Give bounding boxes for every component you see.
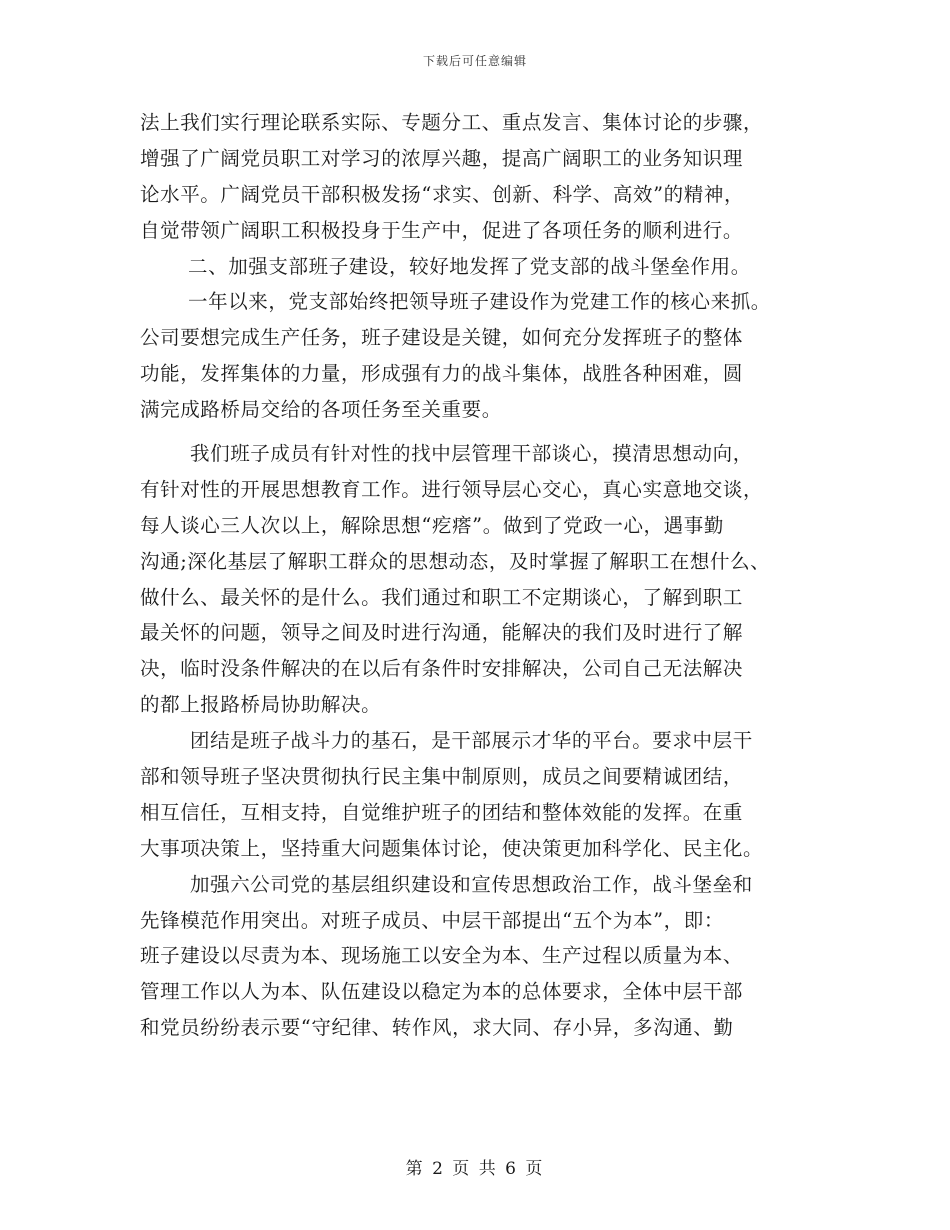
document-body [140,105,812,1046]
text-line: 相互信任，互相支持，自觉维护班子的团结和整体效能的发挥。在重 [140,800,744,824]
text-line: 最关怀的问题，领导之间及时进行沟通，能解决的我们及时进行了解 [140,621,744,645]
section-heading: 二、加强支部班子建设，较好地发挥了党支部的战斗堡垒作用。 [188,254,751,278]
text-line: 管理工作以人为本、队伍建设以稳定为本的总体要求，全体中层干部 [140,980,744,1004]
text-line: 自觉带领广阔职工积极投身于生产中，促进了各项任务的顺利进行。 [140,218,744,242]
text-line: 我们班子成员有针对性的找中层管理干部谈心，摸清思想动向， [190,442,753,466]
text-line: 团结是班子战斗力的基石，是干部展示才华的平台。要求中层干 [190,729,753,753]
text-line: 的都上报路桥局协助解决。 [140,693,382,717]
text-line: 增强了广阔党员职工对学习的浓厚兴趣，提高广阔职工的业务知识理 [140,146,744,170]
text-line: 沟通;深化基层了解职工群众的思想动态，及时掌握了解职工在想什么、 [140,549,771,573]
text-line: 每人谈心三人次以上，解除思想“疙瘩”。做到了党政一心，遇事勤 [140,513,724,537]
text-line: 做什么、最关怀的是什么。我们通过和职工不定期谈心，了解到职工 [140,585,744,609]
text-line: 决，临时没条件解决的在以后有条件时安排解决，公司自己无法解决 [140,657,744,681]
text-line: 有针对性的开展思想教育工作。进行领导层心交心，真心实意地交谈， [140,477,764,501]
text-line: 满完成路桥局交给的各项任务至关重要。 [140,398,502,422]
text-line: 功能，发挥集体的力量，形成强有力的战斗集体，战胜各种困难，圆 [140,362,744,386]
text-line: 先锋模范作用突出。对班子成员、中层干部提出“五个为本”，即： [140,908,724,932]
text-line: 和党员纷纷表示要“守纪律、转作风，求大同、存小异，多沟通、勤 [140,1016,734,1040]
text-line: 法上我们实行理论联系实际、专题分工、重点发言、集体讨论的步骤， [140,111,764,134]
text-line: 大事项决策上，坚持重大问题集体讨论，使决策更加科学化、民主化。 [140,836,764,860]
text-line: 公司要想完成生产任务，班子建设是关键，如何充分发挥班子的整体 [140,326,744,350]
text-line: 一年以来，党支部始终把领导班子建设作为党建工作的核心来抓。 [188,290,771,314]
page-footer: 第 2 页 共 6 页 [405,1159,545,1179]
text-line: 论水平。广阔党员干部积极发扬“求实、创新、科学、高效”的精神， [140,182,745,206]
text-line: 加强六公司党的基层组织建设和宣传思想政治工作，战斗堡垒和 [190,872,753,896]
text-line: 部和领导班子坚决贯彻执行民主集中制原则，成员之间要精诚团结， [140,765,744,789]
text-line: 班子建设以尽责为本、现场施工以安全为本、生产过程以质量为本、 [140,944,744,968]
page-header: 下载后可任意编辑 [422,54,527,68]
